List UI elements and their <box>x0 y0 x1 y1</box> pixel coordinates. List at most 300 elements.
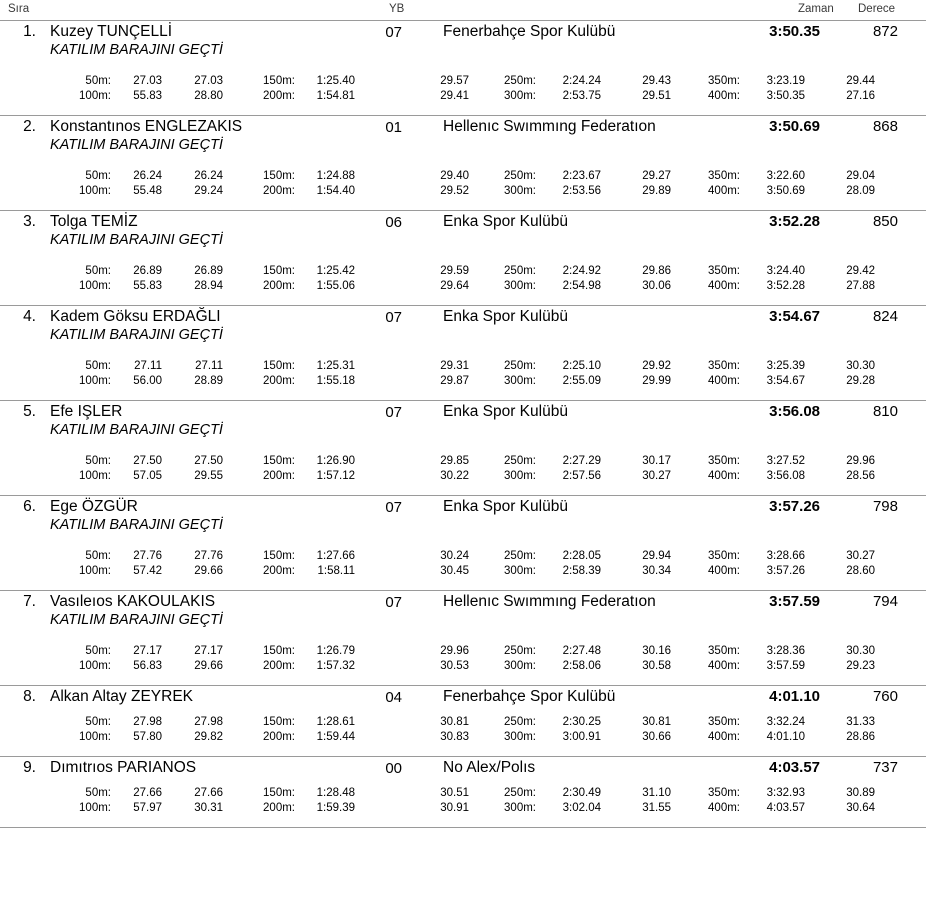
split-cell: 29.44 <box>846 75 875 87</box>
spacer <box>0 253 926 263</box>
qualification-note <box>0 328 926 348</box>
split-row <box>0 565 926 580</box>
qualification-text: KATILIM BARAJINI GEÇTİ <box>50 612 223 628</box>
fina-points: 850 <box>872 213 898 230</box>
column-header-row <box>0 0 926 20</box>
club-name: Enka Spor Kulübü <box>443 403 568 420</box>
split-cell: 27.66 <box>194 787 223 799</box>
split-row <box>0 265 926 280</box>
result-rank: 8. <box>23 688 36 705</box>
split-cell: 1:54.81 <box>316 90 355 102</box>
fina-points: 824 <box>872 308 898 325</box>
split-cell: 27.76 <box>133 550 162 562</box>
split-cell: 28.89 <box>194 375 223 387</box>
result-rank: 9. <box>23 759 36 776</box>
split-cell: 29.64 <box>440 280 469 292</box>
spacer <box>0 295 926 305</box>
split-cell: 50m: <box>85 265 111 277</box>
split-cell: 100m: <box>79 280 111 292</box>
split-cell: 29.55 <box>194 470 223 482</box>
swimmer-name: Ege ÖZGÜR <box>50 498 138 515</box>
split-cell: 29.57 <box>440 75 469 87</box>
split-cell: 30.06 <box>642 280 671 292</box>
spacer <box>0 817 926 827</box>
split-cell: 55.48 <box>133 185 162 197</box>
spacer <box>0 779 926 785</box>
qualification-note <box>0 423 926 443</box>
split-cell: 250m: <box>504 787 536 799</box>
split-times <box>0 265 926 295</box>
result-row <box>0 401 926 496</box>
split-cell: 300m: <box>504 565 536 577</box>
split-cell: 29.87 <box>440 375 469 387</box>
spacer <box>0 63 926 73</box>
split-cell: 30.30 <box>846 360 875 372</box>
split-cell: 28.09 <box>846 185 875 197</box>
split-row <box>0 280 926 295</box>
split-cell: 3:50.69 <box>766 185 805 197</box>
split-cell: 30.64 <box>846 802 875 814</box>
qualification-note <box>0 43 926 63</box>
birth-year: 07 <box>385 24 402 41</box>
split-cell: 27.11 <box>195 360 223 372</box>
birth-year: 06 <box>385 214 402 231</box>
result-main-line <box>0 591 926 613</box>
split-cell: 29.85 <box>440 455 469 467</box>
swimmer-name: Tolga TEMİZ <box>50 213 138 230</box>
swimmer-name: Dımıtrıos PARIANOS <box>50 759 197 776</box>
spacer <box>0 633 926 643</box>
split-cell: 400m: <box>708 660 740 672</box>
split-cell: 300m: <box>504 280 536 292</box>
result-rank: 2. <box>23 118 36 135</box>
split-cell: 1:59.39 <box>316 802 355 814</box>
split-cell: 27.03 <box>133 75 162 87</box>
split-cell: 250m: <box>504 455 536 467</box>
split-cell: 200m: <box>263 660 295 672</box>
split-cell: 400m: <box>708 565 740 577</box>
split-cell: 3:57.26 <box>766 565 805 577</box>
split-cell: 2:25.10 <box>562 360 601 372</box>
split-cell: 55.83 <box>133 280 162 292</box>
split-cell: 400m: <box>708 185 740 197</box>
split-cell: 3:23.19 <box>766 75 805 87</box>
split-cell: 2:58.06 <box>562 660 601 672</box>
split-cell: 27.11 <box>134 360 162 372</box>
split-row <box>0 90 926 105</box>
split-cell: 30.30 <box>846 645 875 657</box>
split-cell: 1:59.44 <box>316 731 355 743</box>
club-name: Hellenıc Swımmıng Federatıon <box>443 118 656 135</box>
split-cell: 3:00.91 <box>562 731 601 743</box>
split-cell: 29.59 <box>440 265 469 277</box>
result-row <box>0 686 926 757</box>
club-name: Enka Spor Kulübü <box>443 308 568 325</box>
split-cell: 1:55.06 <box>316 280 355 292</box>
split-cell: 29.42 <box>846 265 875 277</box>
split-cell: 1:25.31 <box>316 360 355 372</box>
split-cell: 29.96 <box>440 645 469 657</box>
fina-points: 810 <box>872 403 898 420</box>
final-time: 3:54.67 <box>769 308 820 325</box>
split-cell: 400m: <box>708 375 740 387</box>
split-cell: 200m: <box>263 90 295 102</box>
split-cell: 29.86 <box>642 265 671 277</box>
split-cell: 29.66 <box>194 565 223 577</box>
spacer <box>0 675 926 685</box>
split-cell: 300m: <box>504 185 536 197</box>
fina-points: 798 <box>872 498 898 515</box>
split-times <box>0 787 926 817</box>
birth-year: 04 <box>385 689 402 706</box>
split-cell: 1:27.66 <box>316 550 355 562</box>
split-cell: 3:57.59 <box>766 660 805 672</box>
split-cell: 29.24 <box>194 185 223 197</box>
split-row <box>0 550 926 565</box>
split-cell: 30.81 <box>440 716 469 728</box>
split-cell: 2:27.29 <box>562 455 601 467</box>
split-cell: 1:55.18 <box>316 375 355 387</box>
fina-points: 760 <box>872 688 898 705</box>
result-row <box>0 496 926 591</box>
split-cell: 30.22 <box>440 470 469 482</box>
split-cell: 57.80 <box>133 731 162 743</box>
swimmer-name: Kuzey TUNÇELLİ <box>50 23 173 40</box>
club-name: Fenerbahçe Spor Kulübü <box>443 23 616 40</box>
swimmer-name: Efe IŞLER <box>50 403 123 420</box>
result-row <box>0 306 926 401</box>
split-cell: 4:03.57 <box>766 802 805 814</box>
split-cell: 2:53.56 <box>562 185 601 197</box>
split-cell: 28.94 <box>194 280 223 292</box>
split-cell: 350m: <box>708 787 740 799</box>
qualification-note <box>0 138 926 158</box>
spacer <box>0 348 926 358</box>
birth-year: 00 <box>385 760 402 777</box>
club-name: Hellenıc Swımmıng Federatıon <box>443 593 656 610</box>
split-cell: 3:50.35 <box>766 90 805 102</box>
split-cell: 250m: <box>504 550 536 562</box>
split-cell: 250m: <box>504 75 536 87</box>
split-cell: 30.83 <box>440 731 469 743</box>
split-times <box>0 645 926 675</box>
swimmer-name: Vasıleıos KAKOULAKIS <box>50 593 216 610</box>
result-main-line <box>0 306 926 328</box>
split-cell: 50m: <box>85 645 111 657</box>
result-rank: 7. <box>23 593 36 610</box>
split-cell: 2:24.92 <box>562 265 601 277</box>
split-cell: 150m: <box>263 550 295 562</box>
split-row <box>0 787 926 802</box>
split-cell: 100m: <box>79 470 111 482</box>
split-cell: 350m: <box>708 716 740 728</box>
split-cell: 3:28.36 <box>766 645 805 657</box>
split-cell: 4:01.10 <box>766 731 805 743</box>
final-time: 3:56.08 <box>769 403 820 420</box>
results-list <box>0 21 926 828</box>
split-cell: 28.86 <box>846 731 875 743</box>
split-cell: 30.17 <box>642 455 671 467</box>
split-row <box>0 731 926 746</box>
birth-year: 07 <box>385 309 402 326</box>
split-cell: 27.98 <box>194 716 223 728</box>
split-cell: 29.51 <box>642 90 671 102</box>
result-row <box>0 591 926 686</box>
split-cell: 1:26.90 <box>316 455 355 467</box>
split-cell: 3:54.67 <box>766 375 805 387</box>
split-cell: 150m: <box>263 716 295 728</box>
spacer <box>0 158 926 168</box>
split-cell: 3:56.08 <box>766 470 805 482</box>
split-times <box>0 360 926 390</box>
split-cell: 29.31 <box>440 360 469 372</box>
split-cell: 150m: <box>263 645 295 657</box>
split-cell: 29.04 <box>846 170 875 182</box>
split-cell: 150m: <box>263 787 295 799</box>
spacer <box>0 708 926 714</box>
split-cell: 29.41 <box>440 90 469 102</box>
split-cell: 29.52 <box>440 185 469 197</box>
qualification-text: KATILIM BARAJINI GEÇTİ <box>50 232 223 248</box>
split-cell: 29.43 <box>642 75 671 87</box>
split-cell: 200m: <box>263 185 295 197</box>
qualification-text: KATILIM BARAJINI GEÇTİ <box>50 517 223 533</box>
split-cell: 3:22.60 <box>766 170 805 182</box>
split-cell: 100m: <box>79 375 111 387</box>
split-cell: 300m: <box>504 90 536 102</box>
split-cell: 2:58.39 <box>562 565 601 577</box>
qualification-note <box>0 613 926 633</box>
split-cell: 56.00 <box>133 375 162 387</box>
split-cell: 27.17 <box>133 645 162 657</box>
split-cell: 31.55 <box>642 802 671 814</box>
split-cell: 30.58 <box>642 660 671 672</box>
split-cell: 50m: <box>85 75 111 87</box>
split-cell: 27.66 <box>133 787 162 799</box>
club-name: Enka Spor Kulübü <box>443 213 568 230</box>
split-cell: 1:25.42 <box>316 265 355 277</box>
split-times <box>0 716 926 746</box>
final-time: 4:03.57 <box>769 759 820 776</box>
split-cell: 50m: <box>85 787 111 799</box>
split-cell: 57.05 <box>133 470 162 482</box>
qualification-text: KATILIM BARAJINI GEÇTİ <box>50 422 223 438</box>
split-cell: 3:25.39 <box>766 360 805 372</box>
split-cell: 29.28 <box>846 375 875 387</box>
swimmer-name: Alkan Altay ZEYREK <box>50 688 194 705</box>
split-cell: 27.50 <box>194 455 223 467</box>
club-name: Enka Spor Kulübü <box>443 498 568 515</box>
split-cell: 100m: <box>79 731 111 743</box>
split-row <box>0 802 926 817</box>
split-cell: 350m: <box>708 455 740 467</box>
column-header-time: Zaman <box>798 3 834 15</box>
split-cell: 2:54.98 <box>562 280 601 292</box>
qualification-note <box>0 233 926 253</box>
split-row <box>0 185 926 200</box>
final-time: 3:50.35 <box>769 23 820 40</box>
split-cell: 1:26.79 <box>316 645 355 657</box>
split-row <box>0 716 926 731</box>
qualification-text: KATILIM BARAJINI GEÇTİ <box>50 327 223 343</box>
split-cell: 350m: <box>708 265 740 277</box>
split-row <box>0 645 926 660</box>
row-divider <box>0 827 926 828</box>
split-cell: 29.40 <box>440 170 469 182</box>
split-cell: 28.60 <box>846 565 875 577</box>
result-row <box>0 211 926 306</box>
result-main-line <box>0 757 926 779</box>
result-rank: 6. <box>23 498 36 515</box>
split-cell: 250m: <box>504 170 536 182</box>
column-header-yb: YB <box>389 3 405 15</box>
qualification-text: KATILIM BARAJINI GEÇTİ <box>50 137 223 153</box>
split-row <box>0 75 926 90</box>
split-cell: 50m: <box>85 360 111 372</box>
spacer <box>0 538 926 548</box>
split-cell: 250m: <box>504 265 536 277</box>
split-cell: 200m: <box>263 280 295 292</box>
split-cell: 30.51 <box>440 787 469 799</box>
split-cell: 100m: <box>79 185 111 197</box>
split-cell: 29.99 <box>642 375 671 387</box>
split-cell: 350m: <box>708 75 740 87</box>
result-row <box>0 21 926 116</box>
split-cell: 26.89 <box>133 265 162 277</box>
split-cell: 100m: <box>79 565 111 577</box>
spacer <box>0 105 926 115</box>
split-cell: 56.83 <box>133 660 162 672</box>
split-cell: 30.34 <box>642 565 671 577</box>
split-cell: 1:54.40 <box>316 185 355 197</box>
split-times <box>0 455 926 485</box>
split-cell: 150m: <box>263 455 295 467</box>
spacer <box>0 746 926 756</box>
split-cell: 2:55.09 <box>562 375 601 387</box>
split-cell: 200m: <box>263 802 295 814</box>
split-cell: 26.24 <box>194 170 223 182</box>
split-cell: 55.83 <box>133 90 162 102</box>
result-main-line <box>0 116 926 138</box>
split-cell: 300m: <box>504 731 536 743</box>
split-cell: 400m: <box>708 90 740 102</box>
final-time: 4:01.10 <box>769 688 820 705</box>
split-cell: 50m: <box>85 550 111 562</box>
result-main-line <box>0 21 926 43</box>
split-cell: 400m: <box>708 802 740 814</box>
result-rank: 4. <box>23 308 36 325</box>
split-row <box>0 455 926 470</box>
split-cell: 30.27 <box>846 550 875 562</box>
split-row <box>0 660 926 675</box>
split-cell: 350m: <box>708 170 740 182</box>
final-time: 3:50.69 <box>769 118 820 135</box>
split-cell: 30.16 <box>642 645 671 657</box>
split-times <box>0 75 926 105</box>
split-cell: 30.91 <box>440 802 469 814</box>
split-cell: 3:28.66 <box>766 550 805 562</box>
split-cell: 250m: <box>504 716 536 728</box>
split-cell: 2:24.24 <box>562 75 601 87</box>
split-cell: 30.89 <box>846 787 875 799</box>
birth-year: 07 <box>385 404 402 421</box>
split-row <box>0 470 926 485</box>
split-cell: 27.17 <box>194 645 223 657</box>
split-cell: 27.03 <box>194 75 223 87</box>
split-cell: 29.89 <box>642 185 671 197</box>
split-cell: 26.24 <box>133 170 162 182</box>
birth-year: 07 <box>385 499 402 516</box>
split-cell: 57.42 <box>133 565 162 577</box>
result-main-line <box>0 211 926 233</box>
split-cell: 2:30.49 <box>562 787 601 799</box>
fina-points: 872 <box>872 23 898 40</box>
split-cell: 29.82 <box>194 731 223 743</box>
final-time: 3:52.28 <box>769 213 820 230</box>
split-cell: 27.16 <box>846 90 875 102</box>
split-cell: 3:24.40 <box>766 265 805 277</box>
result-main-line <box>0 496 926 518</box>
split-times <box>0 170 926 200</box>
split-cell: 2:28.05 <box>562 550 601 562</box>
split-cell: 100m: <box>79 802 111 814</box>
split-cell: 350m: <box>708 550 740 562</box>
split-cell: 250m: <box>504 360 536 372</box>
split-cell: 27.98 <box>133 716 162 728</box>
split-cell: 1:57.12 <box>316 470 355 482</box>
split-cell: 150m: <box>263 360 295 372</box>
spacer <box>0 390 926 400</box>
split-cell: 2:23.67 <box>562 170 601 182</box>
swimmer-name: Konstantınos ENGLEZAKIS <box>50 118 243 135</box>
split-cell: 1:24.88 <box>316 170 355 182</box>
split-cell: 29.92 <box>642 360 671 372</box>
split-cell: 30.45 <box>440 565 469 577</box>
final-time: 3:57.26 <box>769 498 820 515</box>
split-cell: 250m: <box>504 645 536 657</box>
split-cell: 30.66 <box>642 731 671 743</box>
spacer <box>0 200 926 210</box>
fina-points: 794 <box>872 593 898 610</box>
split-cell: 300m: <box>504 660 536 672</box>
split-cell: 27.88 <box>846 280 875 292</box>
split-cell: 1:28.61 <box>316 716 355 728</box>
result-main-line <box>0 686 926 708</box>
split-cell: 1:57.32 <box>316 660 355 672</box>
spacer <box>0 443 926 453</box>
split-cell: 26.89 <box>194 265 223 277</box>
split-cell: 30.24 <box>440 550 469 562</box>
qualification-note <box>0 518 926 538</box>
split-cell: 50m: <box>85 455 111 467</box>
split-cell: 200m: <box>263 565 295 577</box>
split-cell: 3:32.24 <box>766 716 805 728</box>
split-cell: 2:53.75 <box>562 90 601 102</box>
club-name: Fenerbahçe Spor Kulübü <box>443 688 616 705</box>
split-row <box>0 170 926 185</box>
split-row <box>0 360 926 375</box>
split-cell: 150m: <box>263 75 295 87</box>
split-cell: 50m: <box>85 170 111 182</box>
split-cell: 300m: <box>504 470 536 482</box>
split-cell: 300m: <box>504 802 536 814</box>
split-cell: 3:27.52 <box>766 455 805 467</box>
result-row <box>0 757 926 828</box>
split-cell: 350m: <box>708 645 740 657</box>
birth-year: 07 <box>385 594 402 611</box>
split-cell: 200m: <box>263 470 295 482</box>
result-main-line <box>0 401 926 423</box>
